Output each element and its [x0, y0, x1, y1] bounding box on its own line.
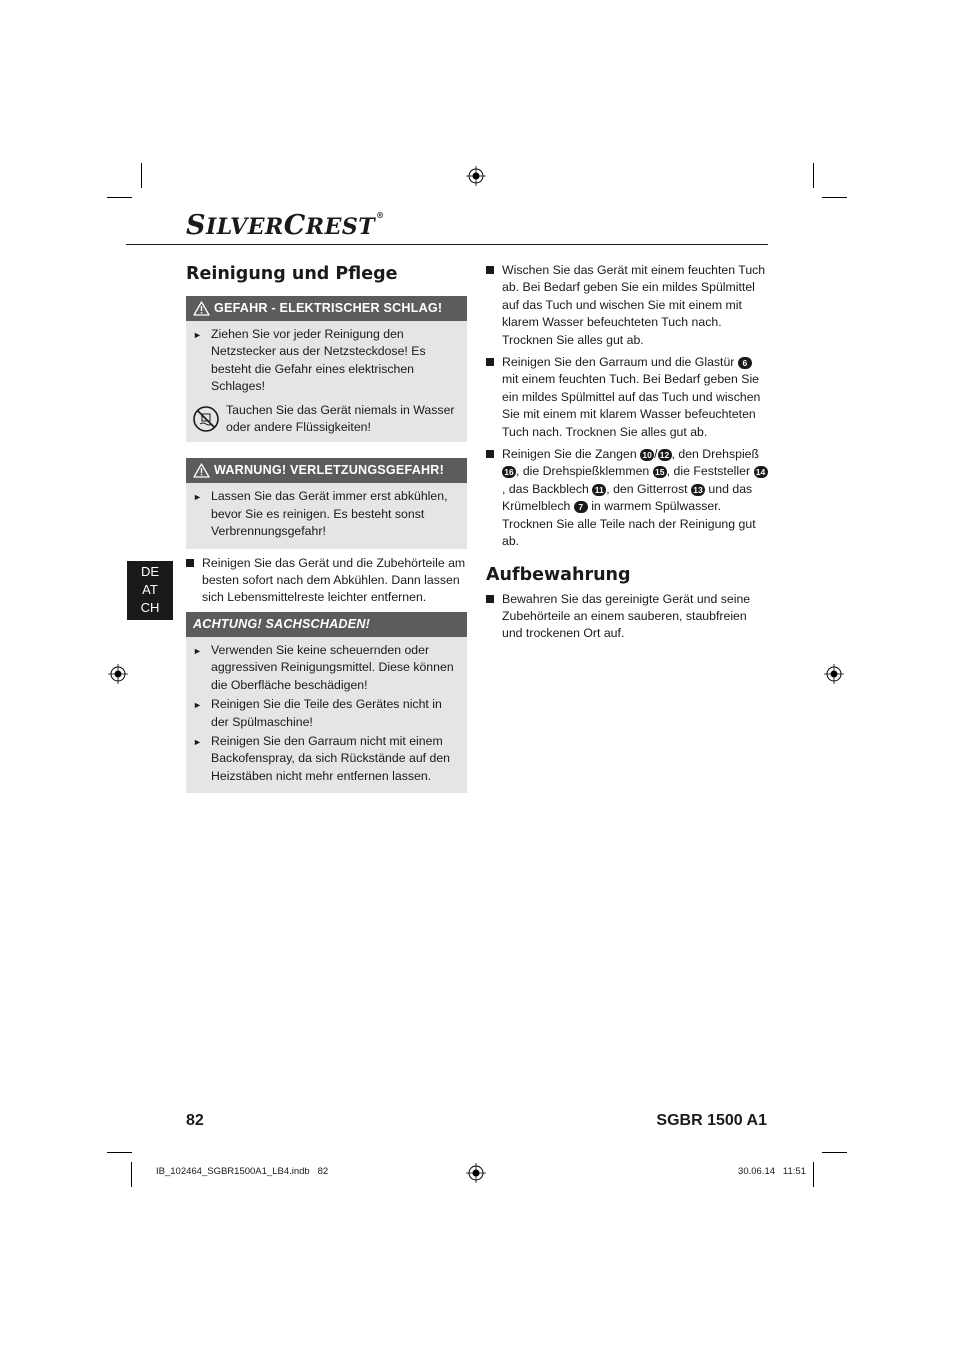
print-slug-date: 30.06.14 11:51	[738, 1166, 806, 1177]
part-number-badge: 15	[653, 466, 667, 478]
crop-mark	[107, 197, 132, 198]
arrow-bullet-icon: ►	[193, 700, 202, 711]
page-number: 82	[186, 1112, 204, 1129]
language-tab	[127, 561, 173, 620]
warning-box	[186, 458, 467, 548]
crop-mark	[822, 197, 847, 198]
model-number: SGBR 1500 A1	[656, 1112, 767, 1129]
part-number-badge: 10	[640, 449, 654, 461]
list-item: ► Reinigen Sie den Garraum nicht mit einem Backofenspray, da sich Rückstände auf den Heizstäben nicht mehr entfernen lassen.	[192, 733, 461, 785]
registration-mark-icon	[824, 664, 844, 684]
warning-triangle-icon	[193, 463, 210, 478]
caution-body	[186, 637, 467, 793]
no-submerge-notice: Tauchen Sie das Gerät niemals in Wasser oder andere Flüssigkeiten!	[192, 402, 461, 437]
part-number-badge: 11	[592, 484, 606, 496]
crop-mark	[822, 1152, 847, 1153]
square-bullet-icon	[486, 446, 502, 550]
list-item: Reinigen Sie die Zangen 10 / 12 , den Drehspieß 16 , die Drehspießklemmen 15 , die Feststeller 14, das Backblech 11 , den Gitterrost 13 und das Krümelblech 7 in warmem Spülwasser. Trocknen Sie alle Teile nach der Reinigung gut ab.	[486, 446, 768, 550]
right-column	[486, 262, 768, 648]
list-item: ► Verwenden Sie keine scheuernden oder aggressiven Reinigungsmittel. Diese können die Oberfläche beschädigen!	[192, 642, 461, 694]
header-rule	[126, 244, 768, 245]
warning-body	[186, 483, 467, 548]
crop-mark	[141, 163, 142, 188]
registration-mark-icon	[466, 166, 486, 186]
list-item: Wischen Sie das Gerät mit einem feuchten Tuch ab. Bei Bedarf geben Sie ein mildes Spülmittel auf das Tuch und wischen Sie mit einem mit klarem Wasser befeuchteten Tuch nach. Trocknen Sie alles gut ab.	[486, 262, 768, 349]
caution-heading: ACHTUNG! SACHSCHADEN!	[186, 612, 467, 637]
part-number-badge: 6	[738, 357, 752, 369]
lang-code: AT	[142, 582, 158, 597]
crop-mark	[131, 1162, 132, 1187]
arrow-bullet-icon: ►	[193, 492, 202, 503]
danger-body	[186, 321, 467, 442]
registration-mark-icon	[466, 1163, 486, 1183]
list-item: ► Ziehen Sie vor jeder Reinigung den Netzstecker aus der Netzsteckdose! Es besteht die Gefahr eines elektrischen Schlages!	[192, 326, 461, 396]
registration-mark-icon	[108, 664, 128, 684]
arrow-bullet-icon: ►	[193, 645, 202, 656]
warning-triangle-icon	[193, 301, 210, 316]
lang-code: DE	[140, 564, 160, 579]
square-bullet-icon	[186, 555, 202, 607]
brand-logo: SILVERCREST®	[186, 210, 385, 241]
print-slug-file: IB_102464_SGBR1500A1_LB4.indb 82	[156, 1166, 329, 1177]
square-bullet-icon	[486, 354, 502, 441]
list-item: Bewahren Sie das gereinigte Gerät und seine Zubehörteile an einem sauberen, staubfreien und trockenen Ort auf.	[486, 591, 768, 643]
left-column	[186, 260, 467, 793]
list-item: Reinigen Sie den Garraum und die Glastür 6 mit einem feuchten Tuch. Bei Bedarf geben Sie ein mildes Spülmittel auf das Tuch und wischen Sie mit einem mit klarem Wasser befeuchteten Tuch nach. Trocknen Sie alles gut ab.	[486, 354, 768, 441]
danger-heading: GEFAHR - ELEKTRISCHER SCHLAG!	[186, 296, 467, 321]
danger-box	[186, 296, 467, 442]
section-title: Aufbewahrung	[486, 564, 631, 585]
crop-mark	[813, 1162, 814, 1187]
caution-box	[186, 612, 467, 793]
part-number-badge: 7	[574, 501, 588, 513]
part-number-badge: 13	[691, 484, 705, 496]
arrow-bullet-icon: ►	[193, 736, 202, 747]
do-not-submerge-icon	[192, 405, 220, 433]
crop-mark	[813, 163, 814, 188]
list-item: Reinigen Sie das Gerät und die Zubehörteile am besten sofort nach dem Abkühlen. Dann lassen sich Lebensmittelreste leichter entfernen.	[186, 555, 467, 607]
square-bullet-icon	[486, 262, 502, 349]
part-number-badge: 14	[754, 466, 768, 478]
part-number-badge: 12	[658, 449, 672, 461]
lang-code: CH	[140, 600, 160, 615]
crop-mark	[107, 1152, 132, 1153]
arrow-bullet-icon: ►	[193, 330, 202, 340]
section-title: Reinigung und Pflege	[186, 264, 398, 284]
square-bullet-icon	[486, 591, 502, 643]
list-item: ► Reinigen Sie die Teile des Gerätes nicht in der Spülmaschine!	[192, 696, 461, 731]
part-number-badge: 16	[502, 466, 516, 478]
list-item: ► Lassen Sie das Gerät immer erst abkühlen, bevor Sie es reinigen. Es besteht sonst Verbrennungsgefahr!	[192, 488, 461, 540]
warning-heading: WARNUNG! VERLETZUNGSGEFAHR!	[186, 458, 467, 483]
